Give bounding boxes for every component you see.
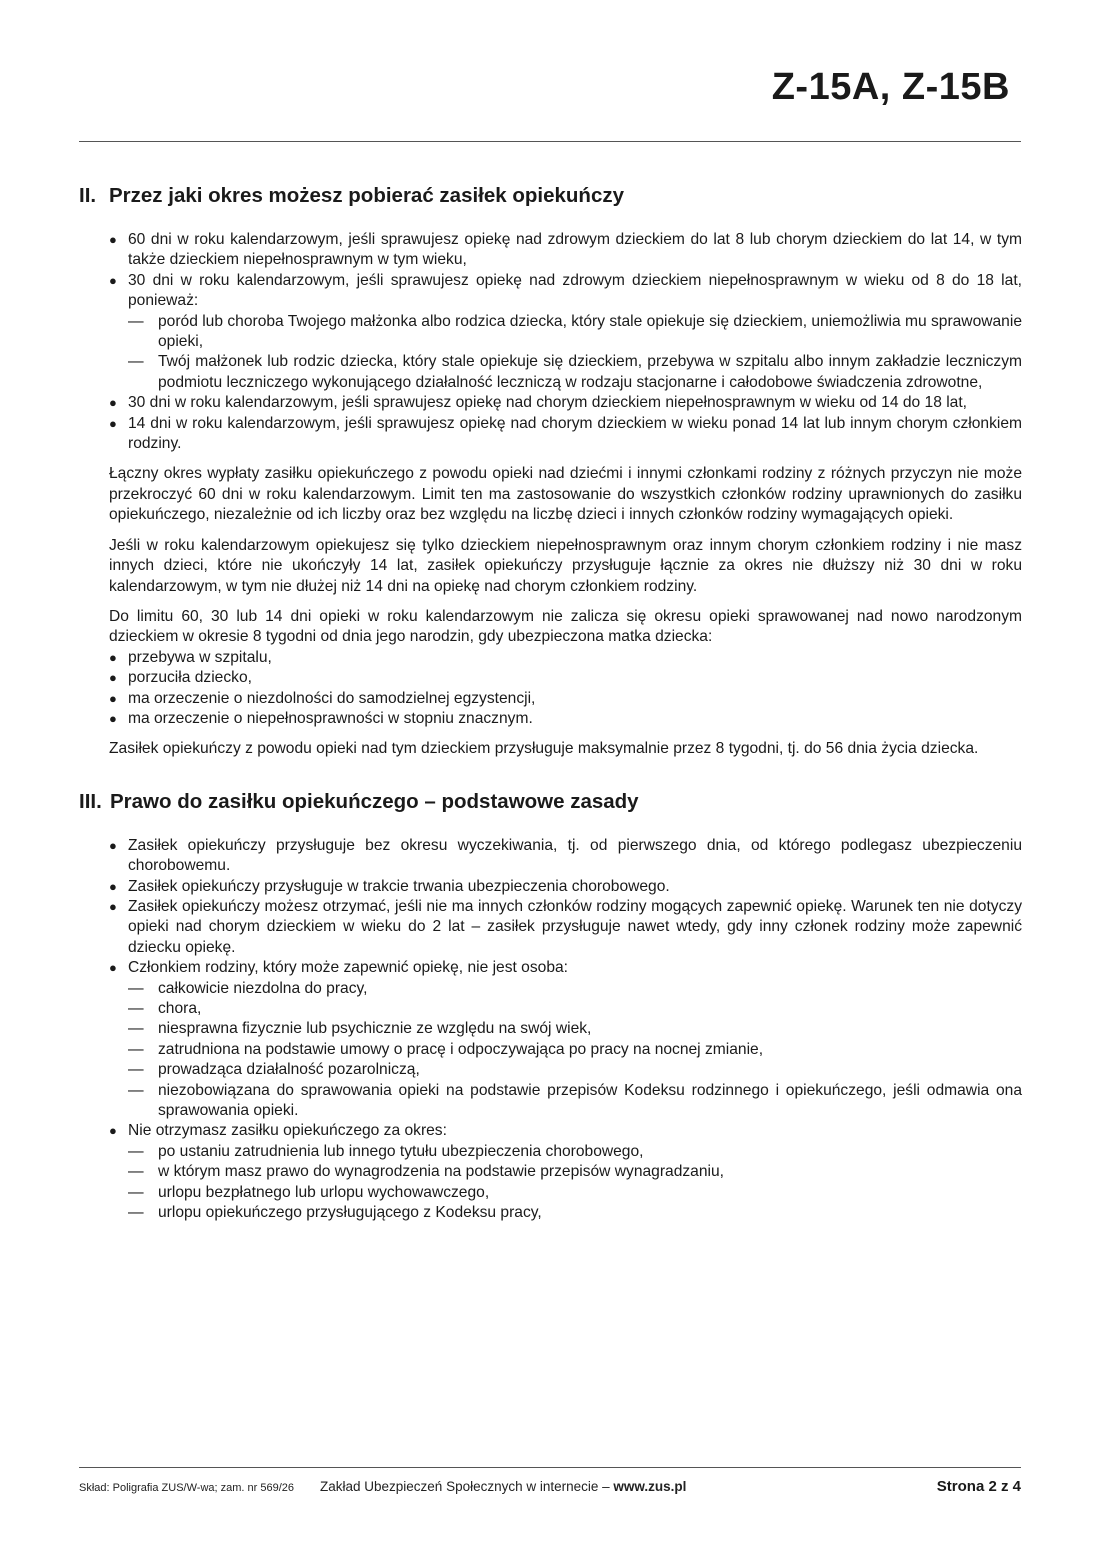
- list-item-text: 60 dni w roku kalendarzowym, jeśli sprawujesz opiekę nad zdrowym dzieckiem do lat 8 lub chorym dzieckiem do lat 14, w tym także dzieckiem niepełnosprawnym w tym wieku,: [128, 231, 1022, 269]
- section-3-heading: [79, 790, 1022, 814]
- document-code: Z-15A, Z-15B: [771, 66, 1010, 108]
- dash-item: — chora,: [109, 999, 1022, 1019]
- section-2-numeral: II.: [79, 184, 97, 207]
- list-item-text: 14 dni w roku kalendarzowym, jeśli sprawujesz opiekę nad chorym dzieckiem w wieku ponad 14 lat lub innym chorym członkiem rodziny.: [128, 414, 1022, 453]
- dash-item: — Twój małżonek lub rodzic dziecka, który stale opiekuje się dzieckiem, przebywa w szpitalu albo innym zakładzie leczniczym podmiotu leczniczego wykonującego działalność leczniczą w rodzaju stacjonarne i całodobowe świadczenia zdrowotne,: [109, 352, 1022, 393]
- list-item: ● Zasiłek opiekuńczy przysługuje w trakcie trwania ubezpieczenia chorobowego.: [109, 877, 1022, 897]
- dash-item: — w którym masz prawo do wynagrodzenia na podstawie przepisów wynagradzaniu,: [109, 1162, 1022, 1182]
- section-2-bullet-list: [109, 230, 1022, 312]
- section-3-numeral: III.: [79, 789, 102, 813]
- section-2-bullet-list-cont: [109, 393, 1022, 454]
- dash-item: — zatrudniona na podstawie umowy o pracę i odpoczywająca po pracy na nocnej zmianie,: [109, 1040, 1022, 1060]
- list-item: ● ma orzeczenie o niezdolności do samodzielnej egzystencji,: [109, 689, 1022, 709]
- list-item: ● Członkiem rodziny, który może zapewnić opiekę, nie jest osoba:: [109, 958, 1022, 978]
- list-item: ● przebywa w szpitalu,: [109, 648, 1022, 668]
- list-item-text: 30 dni w roku kalendarzowym, jeśli sprawujesz opiekę nad chorym dzieckiem niepełnosprawnym w wieku od 14 do 18 lat,: [128, 394, 968, 412]
- dash-item: — prowadząca działalność pozarolniczą,: [109, 1060, 1022, 1080]
- list-item-text: 30 dni w roku kalendarzowym, jeśli sprawujesz opiekę nad zdrowym dzieckiem niepełnosprawnym w wieku od 8 do 18 lat, ponieważ:: [128, 271, 1022, 310]
- paragraph-disabled-child: Jeśli w roku kalendarzowym opiekujesz się tylko dzieckiem niepełnosprawnym oraz innym chorym członkiem rodziny i nie masz innych dzieci, które nie ukończyły 14 lat, zasiłek opiekuńczy przysługuje łącznie za okres nie dłuższy niż 30 dni w roku kalendarzowym, w tym nie dłużej niż 14 dni na opiekę nad chorym członkiem rodziny.: [109, 536, 1022, 595]
- header-divider: [79, 141, 1021, 142]
- section-2-title: Przez jaki okres możesz pobierać zasiłek opiekuńczy: [109, 184, 625, 207]
- paragraph-total-limit: Łączny okres wypłaty zasiłku opiekuńczego z powodu opieki nad dziećmi i innymi członkami rodziny z różnych przyczyn nie może przekroczyć 60 dni w roku kalendarzowym. Limit ten ma zastosowanie do wszystkich członków rodziny uprawnionych do zasiłku opiekuńczego, niezależnie od ich liczby oraz bez względu na liczbę dzieci i innych członków rodziny wymagających opieki.: [109, 465, 1022, 524]
- list-item: ● Zasiłek opiekuńczy przysługuje bez okresu wyczekiwania, tj. od pierwszego dnia, od którego podlegasz ubezpieczeniu chorobowemu.: [109, 836, 1022, 877]
- dash-item: — niesprawna fizycznie lub psychicznie ze względu na swój wiek,: [109, 1019, 1022, 1039]
- section-3-no-benefit-periods: [109, 1142, 1022, 1224]
- section-2-heading: [79, 184, 1022, 208]
- dash-item: — poród lub choroba Twojego małżonka albo rodzica dziecka, który stale opiekuje się dzieckiem, uniemożliwia mu sprawowanie opieki,: [109, 312, 1022, 353]
- dash-item: — całkowicie niezdolna do pracy,: [109, 979, 1022, 999]
- paragraph-newborn: Do limitu 60, 30 lub 14 dni opieki w roku kalendarzowym nie zalicza się okresu opieki sprawowanej nad nowo narodzonym dzieckiem w okresie 8 tygodni od dnia jego narodzin, gdy ubezpieczona matka dziecka:: [109, 607, 1022, 646]
- footer-org-label: Zakład Ubezpieczeń Społecznych w internecie –: [320, 1479, 614, 1494]
- section-3-bullet-list: [109, 836, 1022, 979]
- section-3-family-exclusions: [109, 979, 1022, 1122]
- section-2-dash-list: [109, 312, 1022, 394]
- newborn-conditions-list: [109, 648, 1022, 730]
- section-3-title: Prawo do zasiłku opiekuńczego – podstawowe zasady: [110, 789, 639, 813]
- list-item: ● Zasiłek opiekuńczy możesz otrzymać, jeśli nie ma innych członków rodziny mogących zapewnić opiekę. Warunek ten nie dotyczy opieki nad chorym dzieckiem w wieku do 2 lat – zasiłek przysługuje nawet wtedy, gdy inny członek rodziny może zapewnić dziecku opiekę.: [109, 897, 1022, 958]
- paragraph-max-period: Zasiłek opiekuńczy z powodu opieki nad tym dzieckiem przysługuje maksymalnie przez 8 tygodni, tj. do 56 dnia życia dziecka.: [109, 740, 979, 758]
- website-link[interactable]: www.zus.pl: [613, 1479, 687, 1494]
- list-item: ● ma orzeczenie o niepełnosprawności w stopniu znacznym.: [109, 709, 1022, 729]
- page-number: Strona 2 z 4: [936, 1478, 1021, 1495]
- dash-item: — urlopu bezpłatnego lub urlopu wychowawczego,: [109, 1183, 1022, 1203]
- list-item: [109, 393, 1022, 413]
- dash-item: — niezobowiązana do sprawowania opieki na podstawie przepisów Kodeksu rodzinnego i opiekuńczego, jeśli odmawia ona sprawowania opieki.: [109, 1081, 1022, 1122]
- dash-item: — urlopu opiekuńczego przysługującego z Kodeksu pracy,: [109, 1203, 1022, 1223]
- list-item: ● Nie otrzymasz zasiłku opiekuńczego za okres:: [109, 1121, 1022, 1141]
- section-2-body: [109, 230, 1022, 760]
- dash-item: — po ustaniu zatrudnienia lub innego tytułu ubezpieczenia chorobowego,: [109, 1142, 1022, 1162]
- footer-divider: [79, 1467, 1021, 1468]
- list-item: [109, 230, 1022, 271]
- print-info: Skład: Poligrafia ZUS/W-wa; zam. nr 569/26: [79, 1482, 294, 1494]
- section-3-body: [109, 836, 1022, 1224]
- page-footer: [79, 1478, 1021, 1495]
- section-3-bullet-list-cont: [109, 1121, 1022, 1141]
- list-item: [109, 414, 1022, 455]
- page-content: [79, 184, 1022, 1223]
- footer-org-text: [320, 1479, 686, 1494]
- list-item: ● porzuciła dziecko,: [109, 668, 1022, 688]
- list-item: [109, 271, 1022, 312]
